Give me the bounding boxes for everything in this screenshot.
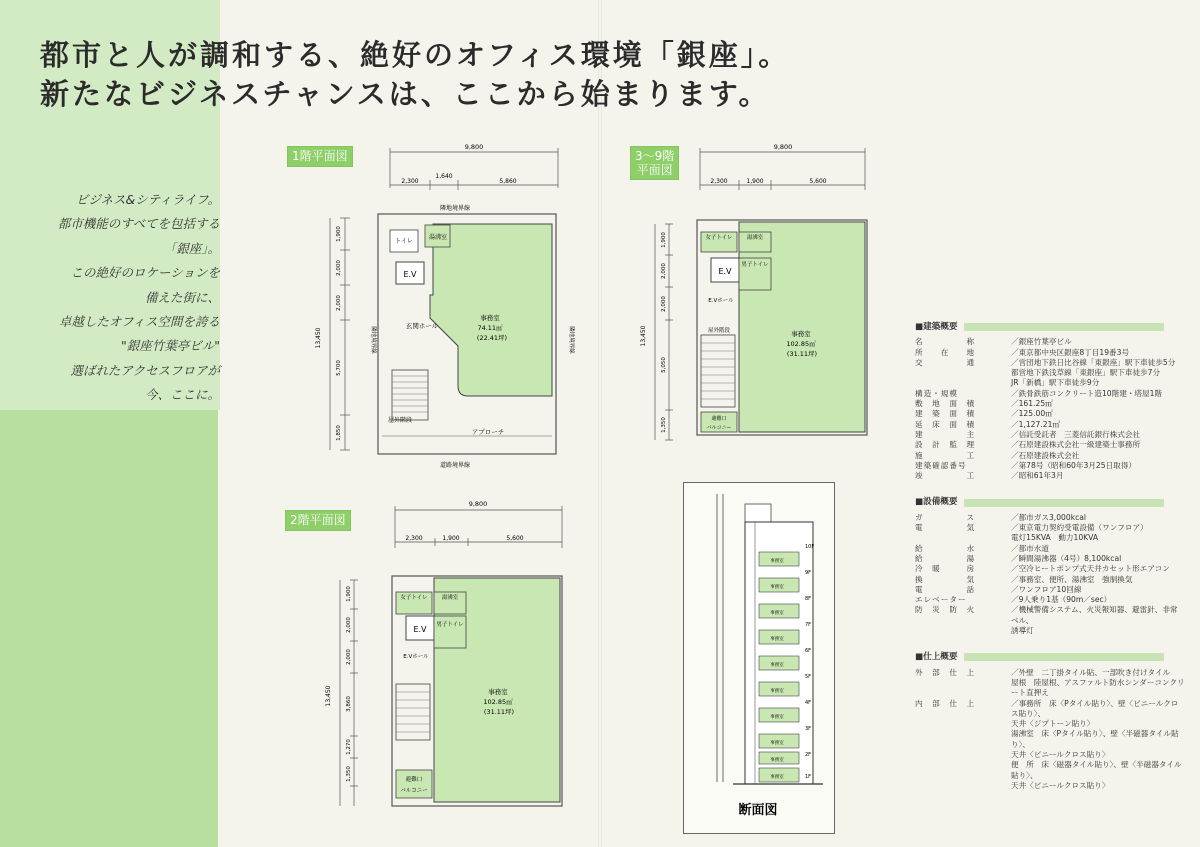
dim-part: 1,270 [346,739,352,755]
spec-key: 竣 工 [915,471,976,481]
section-floor-label: 5F [805,674,812,680]
intro-line: 「銀座」。 [163,240,220,256]
room-office: 事務室 [791,330,811,338]
room-women: 女子トイレ [400,595,428,601]
room-evhall: E.Vホール [708,298,734,304]
spec-row [915,337,1185,347]
spec-value: ／1,127.21㎡ [1011,419,1061,429]
boundary-bottom: 道路境界線 [439,462,471,469]
section-floor-label: 1F [805,774,812,780]
headline-line2: 新たなビジネスチャンスは、ここから始まります。 [40,77,771,111]
room-ev: E.V [413,625,427,634]
spec-cont: 天井〈ビニールクロス貼り〉 [1011,780,1110,790]
dim-part: 1,900 [336,226,342,242]
spec-row [915,451,1185,461]
spec-value: ／161.25㎡ [1011,399,1053,409]
spec-value: ／空冷ヒートポンプ式天井カセット形エアコン [1011,564,1170,574]
dim-part: 1,640 [435,173,453,180]
dim-part: 1,900 [746,178,764,185]
spec-row [915,461,1185,471]
room-yutou: 湯沸室 [441,595,459,601]
title-bar [964,499,1164,507]
room-evhall: E.Vホール [403,654,429,660]
spec-key: 給 水 [915,543,976,553]
room-men: 男子トイレ [436,622,464,628]
spec-row [915,585,1185,595]
spec-row [915,513,1185,523]
room-stairs: 屋外階段 [387,417,413,424]
spec-value: ／昭和61年3月 [1011,471,1064,481]
spec-row [915,699,1185,720]
room-balcony: バルコニー [706,425,732,431]
section-floor-label: 2F [805,752,812,758]
spec-key: ガ ス [915,512,976,522]
spec-value: ／9人乗り1基（90m／sec） [1011,595,1112,605]
room-refuge: 避難口 [711,416,727,422]
spec-cont: JR「新橋」駅下車徒歩9分 [1011,378,1100,388]
dim-part: 2,300 [405,535,423,542]
room-area-tsubo: (22.41坪) [476,334,508,342]
spec-finish-title [915,652,1185,662]
intro-line: 今、ここに。 [144,387,220,403]
section-room: 事務室 [770,663,784,668]
spec-finish-list [915,668,1185,792]
room-area-m2: 102.85㎡ [786,340,816,348]
intro-line: "銀座竹葉亭ビル" [121,338,220,354]
intro-line: 備えた街に、 [144,289,220,305]
intro-line: 都市機能のすべてを包括する [57,216,220,232]
spec-row [915,595,1185,605]
section-room: 事務室 [770,715,784,720]
room-balcony: バルコニー [400,788,428,794]
room-women: 女子トイレ [705,235,733,241]
spec-key: エレベーター [915,595,967,605]
spec-value: ／外壁 二丁掛タイル貼、一部吹き付けタイル [1011,667,1171,677]
boundary-top: 隣地境界線 [439,205,471,212]
dim-part: 2,300 [401,178,419,185]
section-floor-label: 9F [805,570,812,576]
spec-value: ／東京都中央区銀座8丁目19番3号 [1011,347,1130,357]
spec-panel [915,318,1185,791]
spec-key: 延 床 面 積 [915,419,976,429]
dim-part: 3,860 [346,696,352,712]
spec-equipment-list [915,513,1185,637]
section-floor-label: 10F [805,544,815,550]
spec-key: 電 話 [915,584,976,594]
spec-key: 名 称 [915,337,976,347]
spec-value: ／石原建設株式会社一級建築士事務所 [1011,440,1141,450]
section-room: 事務室 [770,775,784,780]
dim-part: 1,900 [346,586,352,602]
dim-depth-total: 13,450 [640,325,647,347]
spec-key: 換 気 [915,574,976,584]
spec-key: 設 計 監 理 [915,440,976,450]
spec-cont: 湯沸室 床〈Pタイル貼り〉、壁〈半磁器タイル貼り〉、 [1011,729,1179,749]
spec-building-title [915,322,1185,332]
spec-value: ／事務室、便所、湯沸室 強制換気 [1011,574,1133,584]
spec-row [915,564,1185,574]
floor39-plan [615,140,900,460]
dim-part: 1,350 [661,417,667,433]
spec-row [915,440,1185,450]
spec-equipment-title [915,497,1185,507]
dim-part: 1,900 [442,535,460,542]
spec-key: 電 気 [915,523,976,533]
dim-part: 5,600 [506,535,524,542]
room-area-tsubo: (31.11坪) [483,708,515,716]
section-room: 事務室 [770,689,784,694]
green-band-bottom [0,410,218,847]
spec-building-title-text: ■建築概要 [915,322,958,332]
section-floor-label: 8F [805,596,812,602]
spec-row [915,554,1185,564]
spec-value: ／第78号（昭和60年3月25日取得） [1011,460,1136,470]
spec-building-list [915,337,1185,481]
room-men: 男子トイレ [741,262,769,268]
spec-value: ／ワンフロア10回線 [1011,584,1082,594]
spec-row [915,668,1185,678]
spec-row [915,575,1185,585]
dim-part: 5,050 [661,357,667,373]
dim-total: 9,800 [773,143,793,151]
section-room: 事務室 [770,637,784,642]
spec-key: 敷 地 面 積 [915,399,976,409]
floor2-label: 2階平面図 [285,510,351,531]
spec-value: ／銀座竹葉亭ビル [1011,337,1072,347]
spec-key: 構造・規模 [915,388,958,398]
section-drawing [683,482,833,832]
spec-cont: 電灯15KVA 動力10KVA [1011,533,1099,543]
spec-key: 建 主 [915,429,976,439]
intro-line: 選ばれたアクセスフロアが [70,362,220,378]
floor1-plan [290,140,590,475]
room-hall: 玄関ホール [405,322,439,330]
boundary-side: 隣地境界線 [568,326,574,354]
spec-value: ／石原建設株式会社 [1011,450,1080,460]
spec-value: ／都市水道 [1011,543,1049,553]
dim-part: 2,000 [336,260,342,276]
section-room: 事務室 [770,585,784,590]
spec-key: 建 築 面 積 [915,409,976,419]
spec-row [915,430,1185,440]
section-label: 断面図 [738,803,778,818]
dim-part: 2,000 [336,295,342,311]
spec-key: 冷 暖 房 [915,564,976,574]
spec-finish-title-text: ■仕上概要 [915,652,958,663]
page-fold [598,0,602,847]
headline-line1: 都市と人が調和する、絶好のオフィス環境「銀座」。 [40,38,791,72]
title-bar [964,653,1164,661]
spec-key: 施 工 [915,450,976,460]
room-ev: E.V [718,267,732,276]
spec-row [915,471,1185,481]
spec-cont: 都営地下鉄浅草線「東銀座」駅下車徒歩7分 [1011,368,1161,378]
dim-total: 9,800 [464,143,484,151]
room-ev: E.V [403,270,417,279]
boundary-side: 隣地境界線 [370,326,376,354]
spec-value: ／瞬間湯沸器（4号）8,100kcal [1011,553,1122,563]
spec-row [915,358,1185,368]
section-room: 事務室 [770,559,784,564]
dim-part: 2,000 [346,617,352,633]
spec-value: ／信託受託者 三菱信託銀行株式会社 [1011,429,1141,439]
dim-part: 2,000 [346,649,352,665]
room-yutou: 湯沸室 [746,235,764,241]
spec-row [915,420,1185,430]
floor1-label: 1階平面図 [287,146,353,167]
spec-key: 給 湯 [915,553,976,563]
spec-key: 防 災 防 火 [915,605,976,615]
section-room: 事務室 [770,611,784,616]
dim-part: 5,860 [499,178,517,185]
spec-cont: 屋根 陸屋根、アスファルト防水シンダーコンクリート直押え [1011,677,1185,698]
spec-value: ／都市ガス3,000kcal [1011,512,1087,522]
dim-part: 2,300 [710,178,728,185]
room-refuge: 避難口 [405,777,423,783]
section-floor-label: 7F [805,622,812,628]
intro-line: この絶好のロケーションを [70,265,220,281]
dim-part: 1,850 [336,425,342,441]
dim-part: 5,600 [809,178,827,185]
dim-depth-total: 13,450 [315,327,322,349]
floor39-label-line1: 3〜9階 [635,149,675,163]
spec-row [915,523,1185,533]
section-floor-label: 4F [805,700,812,706]
title-bar [964,323,1164,331]
spec-cont: 便 所 床〈磁器タイル貼り〉、壁〈半磁器タイル貼り〉、 [1011,760,1182,780]
spec-value: ／125.00㎡ [1011,409,1053,419]
spec-value: ／東京電力契約受電設備（ワンフロア） [1011,523,1148,533]
spec-cont: 天井〈ビニールクロス貼り〉 [1011,749,1110,759]
spec-cont: 天井〈ジプトーン貼り〉 [1011,719,1095,729]
room-area-tsubo: (31.11坪) [786,350,818,358]
section-room: 事務室 [770,758,784,763]
spec-value: ／営団地下鉄日比谷線「東銀座」駅下車徒歩5分 [1011,357,1176,367]
spec-row [915,389,1185,399]
spec-key: 所 在 地 [915,347,976,357]
section-floor-label: 3F [805,726,812,732]
dim-part: 1,350 [346,766,352,782]
spec-row [915,409,1185,419]
room-area-m2: 74.11㎡ [477,324,503,332]
dim-part: 2,000 [661,263,667,279]
spec-row [915,605,1185,626]
section-room: 事務室 [770,741,784,746]
spec-key: 内 部 仕 上 [915,698,976,708]
room-area-m2: 102.85㎡ [483,698,513,706]
dim-depth-total: 13,450 [325,685,332,707]
room-office: 事務室 [480,314,500,322]
room-toilet: トイレ [395,238,413,245]
dim-total: 9,800 [468,500,488,508]
intro-text [20,188,220,408]
section-floor-label: 6F [805,648,812,654]
floor2-plan [310,496,580,816]
intro-line: 卓越したオフィス空間を誇る [58,314,220,330]
spec-key: 建築確認番号 [915,460,967,470]
dim-part: 5,700 [336,360,342,376]
dim-part: 1,900 [661,232,667,248]
room-office: 事務室 [488,688,508,696]
spec-value: ／鉄骨鉄筋コンクリート造10階建・塔屋1階 [1011,388,1163,398]
intro-line: ビジネス&シティライフ。 [75,192,220,207]
room-approach: アプローチ [471,428,505,436]
dim-part: 2,000 [661,296,667,312]
spec-row [915,544,1185,554]
spec-key: 外 部 仕 上 [915,667,976,677]
spec-value: ／事務所 床〈Pタイル貼り〉、壁〈ビニールクロス貼り〉、 [1011,698,1179,718]
floor39-label-line2: 平面図 [636,163,673,177]
spec-cont: 誘導灯 [1011,626,1034,636]
room-stairs: 屋外階段 [707,328,731,334]
spec-row [915,348,1185,358]
room-yutou: 湯沸室 [428,234,448,241]
headline [40,36,790,114]
spec-row [915,399,1185,409]
spec-key: 交 通 [915,357,976,367]
spec-value: ／機械警備システム、火災報知器、避雷針、非常ベル、 [1011,605,1178,625]
spec-equipment-title-text: ■設備概要 [915,497,958,508]
